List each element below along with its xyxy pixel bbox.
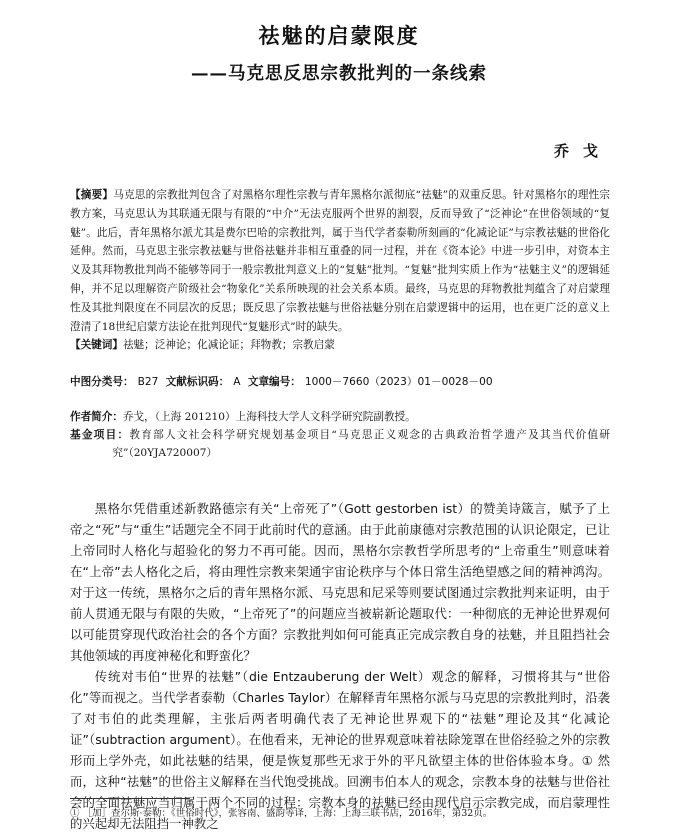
author-bio-label: 作者简介：	[70, 411, 123, 423]
author-name: 乔戈	[553, 142, 612, 160]
clc-label: 中图分类号：	[70, 376, 134, 388]
doc-code-label: 文献标识码：	[165, 376, 230, 388]
footnote-divider	[70, 798, 190, 799]
fund-project	[70, 426, 610, 462]
body-text	[70, 498, 610, 834]
abstract	[70, 186, 610, 336]
fund-label: 基金项目：	[70, 429, 130, 441]
classification-line	[70, 374, 610, 390]
fund-text: 教育部人文社会科学研究规划基金项目“马克思正义观念的古典政治哲学遗产及其当代价值研究”（20YJA720007）	[112, 429, 610, 459]
body-paragraph-1: 黑格尔凭借重述新教路德宗有关“上帝死了”（Gott gestorben ist）的赞美诗箴言，赋予了上帝之“死”与“重生”话题完全不同于此前时代的意涵。由于此前康德对宗教范围的认识论限定，已让上帝同时人格化与超验化的努力不再可能。因而，黑格尔宗教哲学所思考的“上帝重生”则意味着在“上帝”去人格化之后，将由理性宗教来架通宇宙论秩序与个体日常生活绝望感之间的精神鸿沟。对于这一传统，黑格尔之后的青年黑格尔派、马克思和尼采等则要试图通过宗教批判来证明，由于前人贯通无限与有限的失败，“上帝死了”的问题应当被崭新论题取代：一种彻底的无神论世界观何以可能贯穿现代政治社会的各个方面？宗教批判如何可能真正完成宗教自身的祛魅，并且阻挡社会其他领域的再度神秘化和野蛮化？	[70, 501, 610, 663]
abstract-block	[70, 186, 610, 355]
article-subtitle: ——马克思反思宗教批判的一条线索	[191, 64, 487, 84]
abstract-label: 【摘要】	[70, 189, 114, 201]
abstract-text: 马克思的宗教批判包含了对黑格尔理性宗教与青年黑格尔派彻底“祛魅”的双重反思。针对黑格尔的理性宗教方案，马克思认为其联通无限与有限的“中介”无法克服两个世界的割裂，反而导致了“泛神论”在世俗领域的“复魅”。此后，青年黑格尔派尤其是费尔巴哈的宗教批判，属于当代学者泰勒所刻画的“化减论证”与宗教祛魅的世俗化延伸。然而，马克思主张宗教祛魅与世俗祛魅并非相互重叠的同一过程，并在《资本论》中进一步引申，对资本主义及其拜物教批判尚不能够等同于一般宗教批判意义上的“复魅”批判。“复魅”批判实质上作为“祛魅主义”的逻辑延伸，并不足以理解资产阶级社会“物象化”关系所映现的社会关系本质。最终，马克思的拜物教批判蕴含了对启蒙理性及其批判限度在不同层次的反思；既反思了宗教祛魅与世俗祛魅分别在启蒙逻辑中的运用，也在更广泛的意义上澄清了18世纪启蒙方法论在批判现代“复魅形式”时的缺失。	[70, 189, 611, 333]
author-bio	[70, 408, 610, 426]
article-number-value: 1000－7660（2023）01－0028－00	[304, 376, 493, 388]
author-info-block	[70, 408, 610, 462]
author-bio-text: 乔戈，（上海 201210）上海科技大学人文科学研究院副教授。	[122, 411, 416, 423]
keywords-text: 祛魅；泛神论；化减论证；拜物教；宗教启蒙	[122, 339, 335, 352]
body-paragraph-2: 传统对韦伯“世界的祛魅”（die Entzauberung der Welt）观念的解释，习惯将其与“世俗化”等而视之。当代学者泰勒（Charles Taylor）在解释青年黑格尔派与马克思的宗教批判时，沿袭了对韦伯的此类理解，主张后两者明确代表了无神论世界观下的“祛魅”理论及其“化减论证”（subtraction argument）。在他看来，无神论的世界观意味着祛除笼罩在世俗经验之外的宗教形而上学外壳，如此祛魅的结果，便是恢复那些无求于外的平凡欲望主体的世俗体验本身。① 然而，这种“祛魅”的世俗主义解释在当代饱受挑战。回溯韦伯本人的观念，宗教本身的祛魅与世俗社会的全面祛魅应当归属于两个不同的过程：宗教本身的祛魅已经由现代启示宗教完成，而启蒙理性的兴起却无法阻挡一神教之	[70, 669, 610, 831]
article-number-label: 文章编号：	[247, 376, 301, 388]
clc-value: B27	[137, 376, 159, 388]
footnote: ① ［加］查尔斯·泰勒：《世俗时代》，张容南、盛韵等译，上海：上海三联书店，2016年，第32页。	[70, 808, 493, 819]
doc-code-value: A	[233, 376, 241, 388]
keywords	[70, 336, 610, 355]
article-title: 祛魅的启蒙限度	[258, 23, 420, 48]
keywords-label: 【关键词】	[70, 339, 123, 352]
